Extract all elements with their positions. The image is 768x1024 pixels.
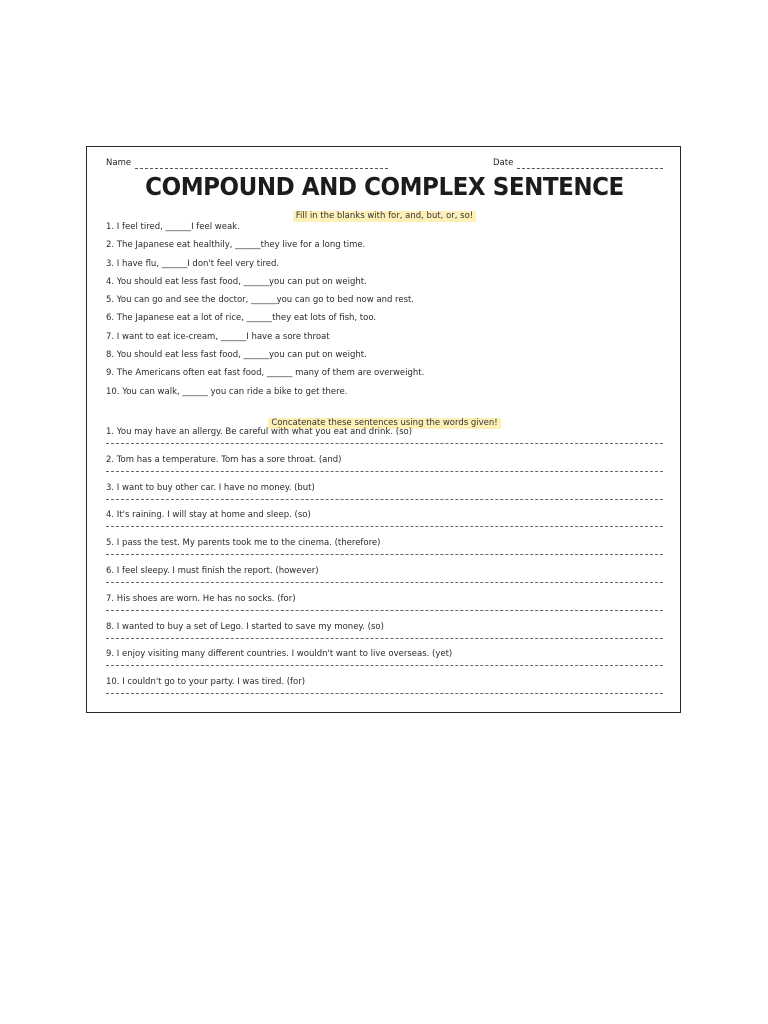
answer-line[interactable] — [106, 443, 663, 444]
fill-blank-item: 3. I have flu, ______I don't feel very tired. — [106, 258, 280, 269]
concatenate-item — [106, 676, 663, 704]
fill-blank-item: 8. You should eat less fast food, ______you can put on weight. — [106, 350, 367, 361]
name-label: Name — [106, 158, 132, 168]
fill-blank-item: 5. You can go and see the doctor, ______you can go to bed now and rest. — [106, 295, 415, 306]
concatenate-prompt: 5. I pass the test. My parents took me to the cinema. (therefore) — [106, 538, 381, 549]
concatenate-item — [106, 621, 663, 649]
answer-line[interactable] — [106, 610, 663, 611]
answer-line[interactable] — [106, 638, 663, 639]
fill-blank-item: 7. I want to eat ice-cream, ______I have a sore throat — [106, 331, 330, 342]
concatenate-item — [106, 593, 663, 621]
answer-line[interactable] — [106, 665, 663, 666]
concatenate-list — [106, 426, 663, 704]
fill-blank-item: 1. I feel tired, ______I feel weak. — [106, 222, 240, 232]
fill-blank-item: 9. The Americans often eat fast food, ______ many of them are overweight. — [106, 368, 425, 379]
name-field[interactable] — [106, 157, 388, 169]
fill-blank-item: 2. The Japanese eat healthily, ______they live for a long time. — [106, 240, 366, 251]
section1-instruction: Fill in the blanks with for, and, but, or, so! — [293, 211, 476, 222]
concatenate-prompt: 7. His shoes are worn. He has no socks. (for) — [106, 593, 296, 604]
concatenate-prompt: 9. I enjoy visiting many different countries. I wouldn't want to live overseas. (yet) — [106, 649, 453, 660]
concatenate-prompt: 4. It's raining. I will stay at home and sleep. (so) — [106, 510, 311, 521]
fill-blank-list — [106, 218, 663, 401]
answer-line[interactable] — [106, 554, 663, 555]
answer-line[interactable] — [106, 693, 663, 694]
section2-instruction: Concatenate these sentences using the words given! — [268, 418, 500, 429]
section1-instruction-wrap — [106, 203, 663, 221]
concatenate-item — [106, 648, 663, 676]
fill-blank-item: 4. You should eat less fast food, ______you can put on weight. — [106, 276, 367, 287]
answer-line[interactable] — [106, 582, 663, 583]
concatenate-item — [106, 426, 663, 454]
date-label: Date — [493, 158, 514, 168]
worksheet-content — [106, 157, 663, 704]
date-blank-line[interactable] — [517, 159, 663, 169]
name-blank-line[interactable] — [135, 159, 388, 169]
concatenate-prompt: 10. I couldn't go to your party. I was tired. (for) — [106, 677, 306, 688]
fill-blank-item: 10. You can walk, ______ you can ride a bike to get there. — [106, 386, 348, 397]
concatenate-prompt: 6. I feel sleepy. I must finish the report. (however) — [106, 565, 319, 576]
answer-line[interactable] — [106, 471, 663, 472]
concatenate-item — [106, 565, 663, 593]
fill-blank-item: 6. The Japanese eat a lot of rice, ______they eat lots of fish, too. — [106, 313, 377, 324]
header-row — [106, 157, 663, 169]
concatenate-prompt: 1. You may have an allergy. Be careful with what you eat and drink. (so) — [106, 426, 413, 437]
concatenate-item — [106, 509, 663, 537]
concatenate-item — [106, 454, 663, 482]
answer-line[interactable] — [106, 499, 663, 500]
concatenate-item — [106, 537, 663, 565]
concatenate-prompt: 8. I wanted to buy a set of Lego. I started to save my money. (so) — [106, 621, 384, 632]
page-title: COMPOUND AND COMPLEX SENTENCE — [145, 172, 624, 201]
date-field[interactable] — [493, 157, 663, 169]
concatenate-prompt: 3. I want to buy other car. I have no money. (but) — [106, 482, 315, 493]
concatenate-item — [106, 482, 663, 510]
worksheet — [86, 146, 681, 713]
section2-instruction-wrap — [106, 410, 663, 428]
answer-line[interactable] — [106, 526, 663, 527]
concatenate-prompt: 2. Tom has a temperature. Tom has a sore throat. (and) — [106, 454, 342, 465]
